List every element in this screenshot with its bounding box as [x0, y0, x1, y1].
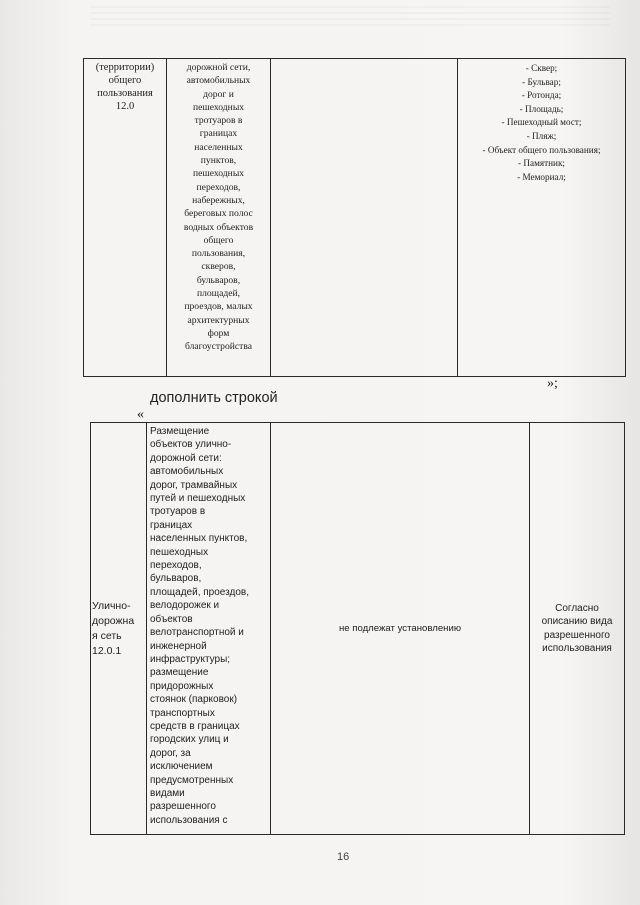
cell-line: Согласно — [555, 602, 599, 614]
table-row — [91, 423, 625, 835]
cell-line: общего — [203, 234, 234, 246]
cell-line: транспортных — [150, 707, 215, 719]
cell-line: путей и пешеходных — [150, 493, 246, 505]
closing-quote: »; — [547, 376, 558, 391]
previous-page-bleed — [90, 6, 610, 26]
cell-line: 12.0.1 — [92, 644, 122, 657]
cell-line: населенных — [194, 141, 243, 153]
cell-line: - Объект общего пользования; — [482, 144, 601, 155]
cell-line: предусмотренных — [150, 774, 234, 786]
cell-line: разрешенного — [544, 629, 610, 641]
cell-line: переходов, — [150, 560, 202, 572]
cell-line: автомобильных — [150, 466, 224, 478]
cell-line: видами — [150, 787, 185, 799]
parameters-cell — [271, 423, 530, 835]
use-description-cell — [147, 423, 271, 835]
cell-line: бульваров, — [196, 274, 241, 286]
cell-line: пешеходных — [192, 168, 245, 180]
objects-list-cell — [458, 59, 626, 377]
cell-line: пунктов, — [200, 155, 237, 167]
new-row-table — [90, 422, 625, 835]
cell-line: - Бульвар; — [522, 76, 561, 87]
cell-line: исключением — [150, 761, 213, 773]
cell-line: - Сквер; — [525, 63, 558, 73]
cell-line: набережных, — [192, 194, 245, 206]
cell-line: использования — [542, 643, 612, 654]
cell-line: дорог и — [203, 88, 234, 100]
cell-line: береговых полос — [184, 208, 253, 220]
cell-line: границах — [199, 128, 238, 140]
cell-line: (территории) — [95, 62, 155, 73]
cell-line: Улично- — [92, 599, 131, 612]
cell-line: общего — [108, 75, 142, 86]
cell-line: границах — [150, 519, 193, 531]
cell-line: площадей, — [196, 288, 241, 300]
cell-line: форм — [207, 327, 230, 339]
page-number: 16 — [337, 851, 350, 863]
cell-line: архитектурных — [187, 314, 250, 326]
cell-line: автомобильных — [186, 75, 251, 87]
zoning-table-fragment — [83, 58, 626, 377]
restrictions-cell — [530, 423, 625, 835]
cell-line: пешеходных — [192, 101, 245, 113]
cell-line: я сеть — [92, 629, 122, 642]
cell-line: пользования — [97, 88, 153, 99]
cell-line: инфраструктуры; — [150, 653, 231, 665]
cell-line: велотранспортной и — [150, 627, 244, 639]
cell-line: разрешенного — [150, 801, 216, 813]
cell-line: - Площадь; — [519, 103, 564, 114]
cell-line: дорог, трамвайных — [150, 479, 238, 491]
cell-line: размещение — [150, 667, 209, 679]
zone-name-cell — [84, 59, 167, 377]
zone-name-cell — [91, 423, 147, 835]
cell-line: переходов, — [196, 181, 241, 193]
cell-line: - Памятник; — [518, 158, 565, 169]
cell-line: - Пляж; — [526, 130, 557, 141]
cell-line: тротуаров в — [150, 506, 206, 518]
cell-line: велодорожек и — [150, 600, 220, 612]
cell-line: Размещение — [150, 426, 210, 437]
cell-line: благоустройства — [184, 341, 253, 353]
cell-line: описанию вида — [541, 616, 613, 627]
cell-line: бульваров, — [150, 573, 202, 585]
parameters-text: не подлежат установлению — [338, 623, 462, 634]
cell-line: - Мемориал; — [517, 171, 566, 182]
cell-line: инженерной — [150, 640, 207, 652]
cell-line: дорожной сети, — [186, 62, 251, 73]
cell-line: населенных пунктов, — [150, 533, 248, 545]
cell-line: дорожной сети: — [150, 452, 222, 464]
cell-line: скверов, — [201, 261, 236, 273]
table-row — [84, 59, 626, 377]
cell-line: стоянок (парковок) — [150, 694, 238, 706]
use-description-cell — [167, 59, 271, 377]
cell-line: водных объектов — [183, 221, 254, 233]
cell-line: придорожных — [150, 680, 214, 692]
cell-line: 12.0 — [115, 101, 135, 112]
cell-line: проездов, малых — [184, 301, 253, 313]
cell-line: дорог, за — [150, 747, 191, 759]
parameters-cell — [271, 59, 458, 377]
cell-line: средств в границах — [150, 720, 240, 732]
cell-line: объектов — [150, 613, 193, 625]
cell-line: - Ротонда; — [521, 90, 562, 101]
cell-line: тротуаров в — [194, 115, 243, 127]
cell-line: объектов улично- — [150, 439, 232, 451]
cell-line: городских улиц и — [150, 734, 229, 746]
add-row-instruction: дополнить строкой — [150, 390, 278, 406]
cell-line: площадей, проездов, — [150, 586, 249, 598]
cell-line: пользования, — [191, 248, 246, 260]
opening-quote: « — [137, 407, 144, 422]
cell-line: дорожна — [92, 614, 135, 627]
cell-line: пешеходных — [150, 546, 209, 558]
cell-line: использования с — [150, 814, 228, 826]
cell-line: - Пешеходный мост; — [501, 117, 582, 128]
